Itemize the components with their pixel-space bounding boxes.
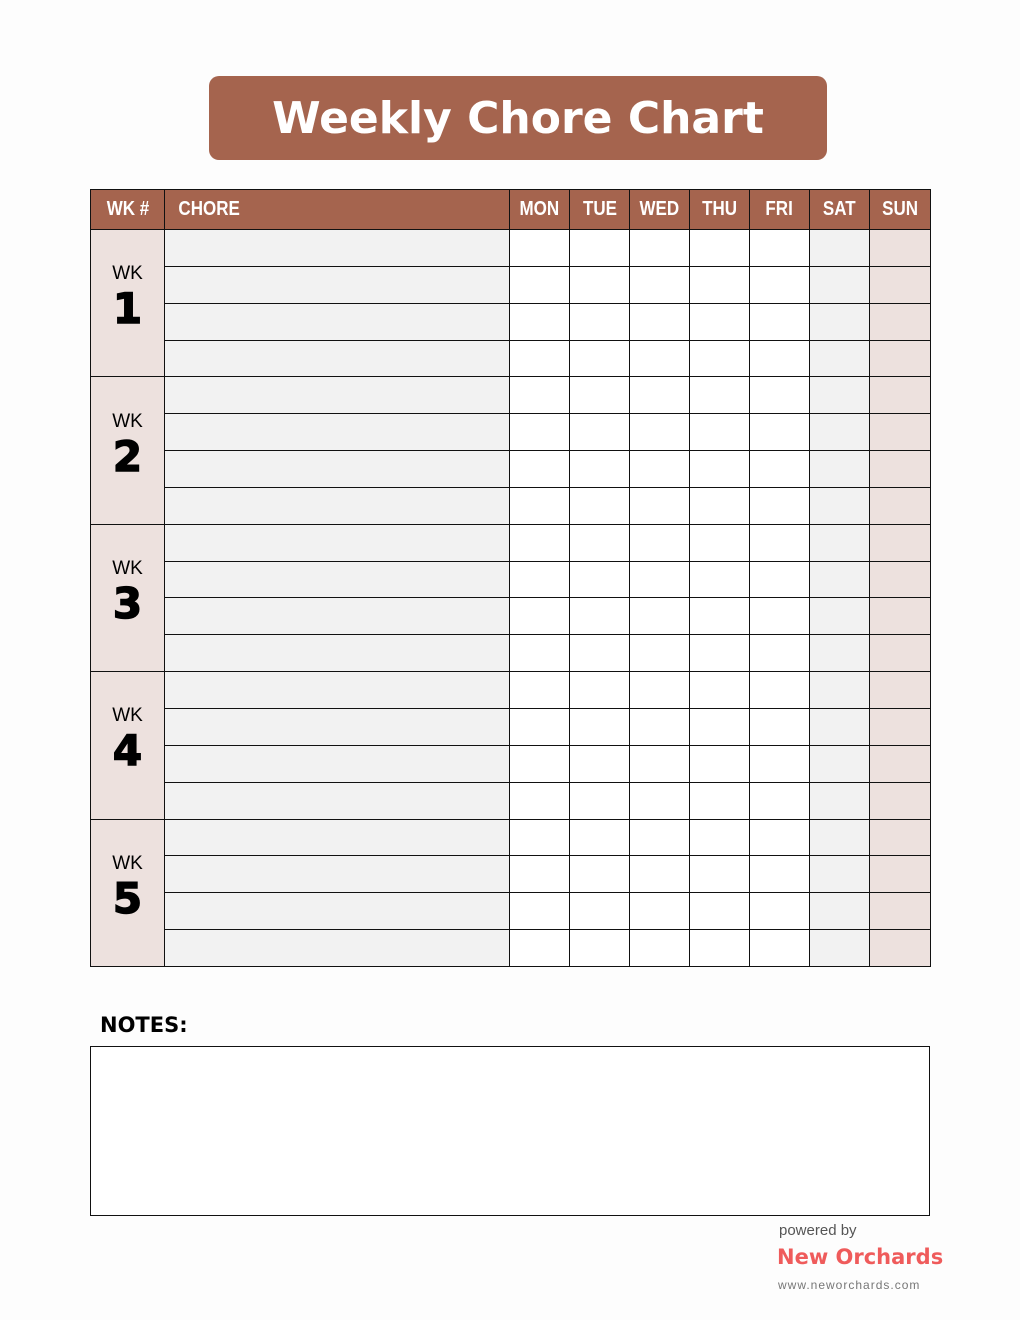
checkbox-wed[interactable] — [630, 745, 690, 782]
checkbox-sat[interactable] — [810, 893, 870, 930]
checkbox-wed[interactable] — [630, 708, 690, 745]
checkbox-sat[interactable] — [810, 524, 870, 561]
week-cell — [91, 230, 165, 377]
checkbox-wed[interactable] — [630, 782, 690, 819]
checkbox-mon[interactable] — [510, 487, 570, 524]
table-row — [91, 635, 931, 672]
chore-input[interactable] — [165, 856, 510, 893]
table-row — [91, 561, 931, 598]
powered-by-text: powered by — [779, 1222, 857, 1239]
column-header-wed — [630, 190, 690, 230]
table-row — [91, 745, 931, 782]
checkbox-sat[interactable] — [810, 672, 870, 709]
checkbox-wed[interactable] — [630, 819, 690, 856]
week-label: WK — [112, 705, 143, 727]
week-cell — [91, 819, 165, 966]
column-header-sat — [810, 190, 870, 230]
column-header-label: SUN — [882, 198, 918, 220]
checkbox-fri[interactable] — [750, 635, 810, 672]
week-label: WK — [112, 263, 143, 285]
checkbox-tue[interactable] — [570, 598, 630, 635]
checkbox-wed[interactable] — [630, 340, 690, 377]
checkbox-fri[interactable] — [750, 451, 810, 488]
column-header-fri — [750, 190, 810, 230]
checkbox-tue[interactable] — [570, 414, 630, 451]
checkbox-sat[interactable] — [810, 930, 870, 967]
chore-input[interactable] — [165, 524, 510, 561]
checkbox-tue[interactable] — [570, 340, 630, 377]
checkbox-thu[interactable] — [690, 598, 750, 635]
checkbox-mon[interactable] — [510, 230, 570, 267]
checkbox-thu[interactable] — [690, 414, 750, 451]
checkbox-sat[interactable] — [810, 340, 870, 377]
chore-input[interactable] — [165, 340, 510, 377]
table-row — [91, 487, 931, 524]
checkbox-mon[interactable] — [510, 451, 570, 488]
checkbox-fri[interactable] — [750, 266, 810, 303]
week-number: 3 — [112, 578, 143, 628]
checkbox-sun[interactable] — [870, 745, 931, 782]
checkbox-mon[interactable] — [510, 819, 570, 856]
table-row — [91, 377, 931, 414]
checkbox-thu[interactable] — [690, 451, 750, 488]
checkbox-fri[interactable] — [750, 598, 810, 635]
checkbox-sat[interactable] — [810, 451, 870, 488]
chore-input[interactable] — [165, 230, 510, 267]
column-header-tue — [570, 190, 630, 230]
column-header-label: SAT — [823, 198, 856, 220]
chore-input[interactable] — [165, 893, 510, 930]
chore-input[interactable] — [165, 819, 510, 856]
notes-label: NOTES: — [100, 1013, 188, 1037]
chore-input[interactable] — [165, 635, 510, 672]
checkbox-thu[interactable] — [690, 635, 750, 672]
checkbox-tue[interactable] — [570, 782, 630, 819]
checkbox-tue[interactable] — [570, 745, 630, 782]
checkbox-fri[interactable] — [750, 487, 810, 524]
chore-input[interactable] — [165, 414, 510, 451]
column-header-label: TUE — [582, 198, 617, 220]
checkbox-sun[interactable] — [870, 230, 931, 267]
checkbox-wed[interactable] — [630, 930, 690, 967]
checkbox-thu[interactable] — [690, 819, 750, 856]
checkbox-sun[interactable] — [870, 451, 931, 488]
checkbox-sun[interactable] — [870, 598, 931, 635]
chore-input[interactable] — [165, 561, 510, 598]
checkbox-sat[interactable] — [810, 856, 870, 893]
checkbox-tue[interactable] — [570, 893, 630, 930]
page-title: Weekly Chore Chart — [209, 76, 827, 160]
checkbox-sat[interactable] — [810, 414, 870, 451]
chore-input[interactable] — [165, 708, 510, 745]
checkbox-tue[interactable] — [570, 377, 630, 414]
chore-input[interactable] — [165, 672, 510, 709]
chore-input[interactable] — [165, 266, 510, 303]
checkbox-wed[interactable] — [630, 377, 690, 414]
checkbox-wed[interactable] — [630, 598, 690, 635]
checkbox-thu[interactable] — [690, 672, 750, 709]
checkbox-wed[interactable] — [630, 561, 690, 598]
checkbox-wed[interactable] — [630, 893, 690, 930]
checkbox-mon[interactable] — [510, 561, 570, 598]
notes-box[interactable] — [90, 1046, 930, 1216]
checkbox-tue[interactable] — [570, 303, 630, 340]
checkbox-tue[interactable] — [570, 930, 630, 967]
table-row — [91, 230, 931, 267]
column-header-mon — [510, 190, 570, 230]
checkbox-mon[interactable] — [510, 377, 570, 414]
table-row — [91, 340, 931, 377]
checkbox-wed[interactable] — [630, 672, 690, 709]
checkbox-sat[interactable] — [810, 266, 870, 303]
table-row — [91, 782, 931, 819]
checkbox-sun[interactable] — [870, 524, 931, 561]
checkbox-tue[interactable] — [570, 672, 630, 709]
checkbox-sun[interactable] — [870, 635, 931, 672]
table-row — [91, 856, 931, 893]
checkbox-sat[interactable] — [810, 561, 870, 598]
table-row — [91, 451, 931, 488]
column-header-label: FRI — [765, 198, 794, 220]
checkbox-fri[interactable] — [750, 745, 810, 782]
checkbox-fri[interactable] — [750, 893, 810, 930]
checkbox-sat[interactable] — [810, 598, 870, 635]
checkbox-thu[interactable] — [690, 893, 750, 930]
checkbox-tue[interactable] — [570, 819, 630, 856]
checkbox-sun[interactable] — [870, 561, 931, 598]
checkbox-thu[interactable] — [690, 266, 750, 303]
week-number: 1 — [112, 284, 143, 334]
column-header-sun — [870, 190, 931, 230]
checkbox-thu[interactable] — [690, 561, 750, 598]
checkbox-sun[interactable] — [870, 487, 931, 524]
checkbox-tue[interactable] — [570, 230, 630, 267]
week-cell — [91, 672, 165, 819]
table-row — [91, 708, 931, 745]
checkbox-tue[interactable] — [570, 451, 630, 488]
chore-input[interactable] — [165, 487, 510, 524]
checkbox-mon[interactable] — [510, 524, 570, 561]
checkbox-thu[interactable] — [690, 303, 750, 340]
chore-input[interactable] — [165, 930, 510, 967]
column-header-wk — [91, 190, 165, 230]
chore-table — [90, 189, 931, 967]
checkbox-fri[interactable] — [750, 303, 810, 340]
table-row — [91, 414, 931, 451]
table-header-row — [91, 190, 931, 230]
checkbox-sat[interactable] — [810, 745, 870, 782]
checkbox-sun[interactable] — [870, 819, 931, 856]
checkbox-mon[interactable] — [510, 598, 570, 635]
brand-url: www.neworchards.com — [778, 1278, 921, 1292]
checkbox-mon[interactable] — [510, 303, 570, 340]
checkbox-thu[interactable] — [690, 340, 750, 377]
table-row — [91, 672, 931, 709]
chore-input[interactable] — [165, 598, 510, 635]
checkbox-wed[interactable] — [630, 230, 690, 267]
checkbox-wed[interactable] — [630, 451, 690, 488]
checkbox-mon[interactable] — [510, 930, 570, 967]
checkbox-sun[interactable] — [870, 930, 931, 967]
week-label: WK — [112, 410, 143, 432]
checkbox-sun[interactable] — [870, 414, 931, 451]
column-header-label: CHORE — [178, 198, 240, 220]
checkbox-fri[interactable] — [750, 377, 810, 414]
checkbox-mon[interactable] — [510, 266, 570, 303]
checkbox-mon[interactable] — [510, 782, 570, 819]
checkbox-sat[interactable] — [810, 782, 870, 819]
checkbox-fri[interactable] — [750, 708, 810, 745]
checkbox-tue[interactable] — [570, 266, 630, 303]
column-header-label: WK # — [106, 198, 149, 220]
checkbox-sun[interactable] — [870, 340, 931, 377]
checkbox-mon[interactable] — [510, 635, 570, 672]
checkbox-thu[interactable] — [690, 745, 750, 782]
checkbox-wed[interactable] — [630, 487, 690, 524]
column-header-label: MON — [519, 198, 560, 220]
checkbox-thu[interactable] — [690, 930, 750, 967]
checkbox-sun[interactable] — [870, 782, 931, 819]
checkbox-sun[interactable] — [870, 856, 931, 893]
checkbox-wed[interactable] — [630, 414, 690, 451]
checkbox-tue[interactable] — [570, 635, 630, 672]
week-number: 4 — [112, 726, 143, 776]
checkbox-mon[interactable] — [510, 672, 570, 709]
checkbox-thu[interactable] — [690, 856, 750, 893]
checkbox-fri[interactable] — [750, 561, 810, 598]
checkbox-sat[interactable] — [810, 635, 870, 672]
table-row — [91, 819, 931, 856]
checkbox-fri[interactable] — [750, 930, 810, 967]
checkbox-sun[interactable] — [870, 708, 931, 745]
checkbox-sat[interactable] — [810, 377, 870, 414]
chore-input[interactable] — [165, 303, 510, 340]
checkbox-mon[interactable] — [510, 708, 570, 745]
table-row — [91, 893, 931, 930]
checkbox-tue[interactable] — [570, 524, 630, 561]
column-header-label: WED — [639, 198, 680, 220]
table-row — [91, 524, 931, 561]
checkbox-sat[interactable] — [810, 303, 870, 340]
column-header-thu — [690, 190, 750, 230]
checkbox-thu[interactable] — [690, 377, 750, 414]
column-header-chore — [165, 190, 510, 230]
checkbox-sat[interactable] — [810, 487, 870, 524]
table-row — [91, 303, 931, 340]
week-cell — [91, 524, 165, 671]
table-row — [91, 598, 931, 635]
checkbox-sun[interactable] — [870, 893, 931, 930]
checkbox-wed[interactable] — [630, 266, 690, 303]
checkbox-tue[interactable] — [570, 856, 630, 893]
checkbox-thu[interactable] — [690, 524, 750, 561]
checkbox-wed[interactable] — [630, 635, 690, 672]
checkbox-mon[interactable] — [510, 414, 570, 451]
table-row — [91, 266, 931, 303]
checkbox-thu[interactable] — [690, 230, 750, 267]
column-header-label: THU — [702, 198, 737, 220]
week-label: WK — [112, 557, 143, 579]
checkbox-thu[interactable] — [690, 487, 750, 524]
checkbox-sun[interactable] — [870, 303, 931, 340]
checkbox-fri[interactable] — [750, 230, 810, 267]
week-cell — [91, 377, 165, 524]
checkbox-thu[interactable] — [690, 708, 750, 745]
checkbox-fri[interactable] — [750, 414, 810, 451]
chore-input[interactable] — [165, 451, 510, 488]
checkbox-sun[interactable] — [870, 672, 931, 709]
chore-input[interactable] — [165, 377, 510, 414]
checkbox-fri[interactable] — [750, 819, 810, 856]
checkbox-fri[interactable] — [750, 340, 810, 377]
brand-logo: New Orchards — [777, 1245, 944, 1269]
checkbox-tue[interactable] — [570, 561, 630, 598]
checkbox-wed[interactable] — [630, 303, 690, 340]
checkbox-sat[interactable] — [810, 708, 870, 745]
chore-input[interactable] — [165, 782, 510, 819]
week-number: 2 — [112, 431, 143, 481]
checkbox-mon[interactable] — [510, 745, 570, 782]
checkbox-mon[interactable] — [510, 893, 570, 930]
week-label: WK — [112, 852, 143, 874]
checkbox-mon[interactable] — [510, 340, 570, 377]
checkbox-thu[interactable] — [690, 782, 750, 819]
checkbox-mon[interactable] — [510, 856, 570, 893]
week-number: 5 — [112, 873, 143, 923]
checkbox-sun[interactable] — [870, 377, 931, 414]
checkbox-sat[interactable] — [810, 230, 870, 267]
checkbox-wed[interactable] — [630, 856, 690, 893]
chore-input[interactable] — [165, 745, 510, 782]
checkbox-sun[interactable] — [870, 266, 931, 303]
checkbox-fri[interactable] — [750, 782, 810, 819]
checkbox-sat[interactable] — [810, 819, 870, 856]
checkbox-wed[interactable] — [630, 524, 690, 561]
checkbox-tue[interactable] — [570, 487, 630, 524]
checkbox-tue[interactable] — [570, 708, 630, 745]
table-row — [91, 930, 931, 967]
checkbox-fri[interactable] — [750, 856, 810, 893]
checkbox-fri[interactable] — [750, 524, 810, 561]
checkbox-fri[interactable] — [750, 672, 810, 709]
